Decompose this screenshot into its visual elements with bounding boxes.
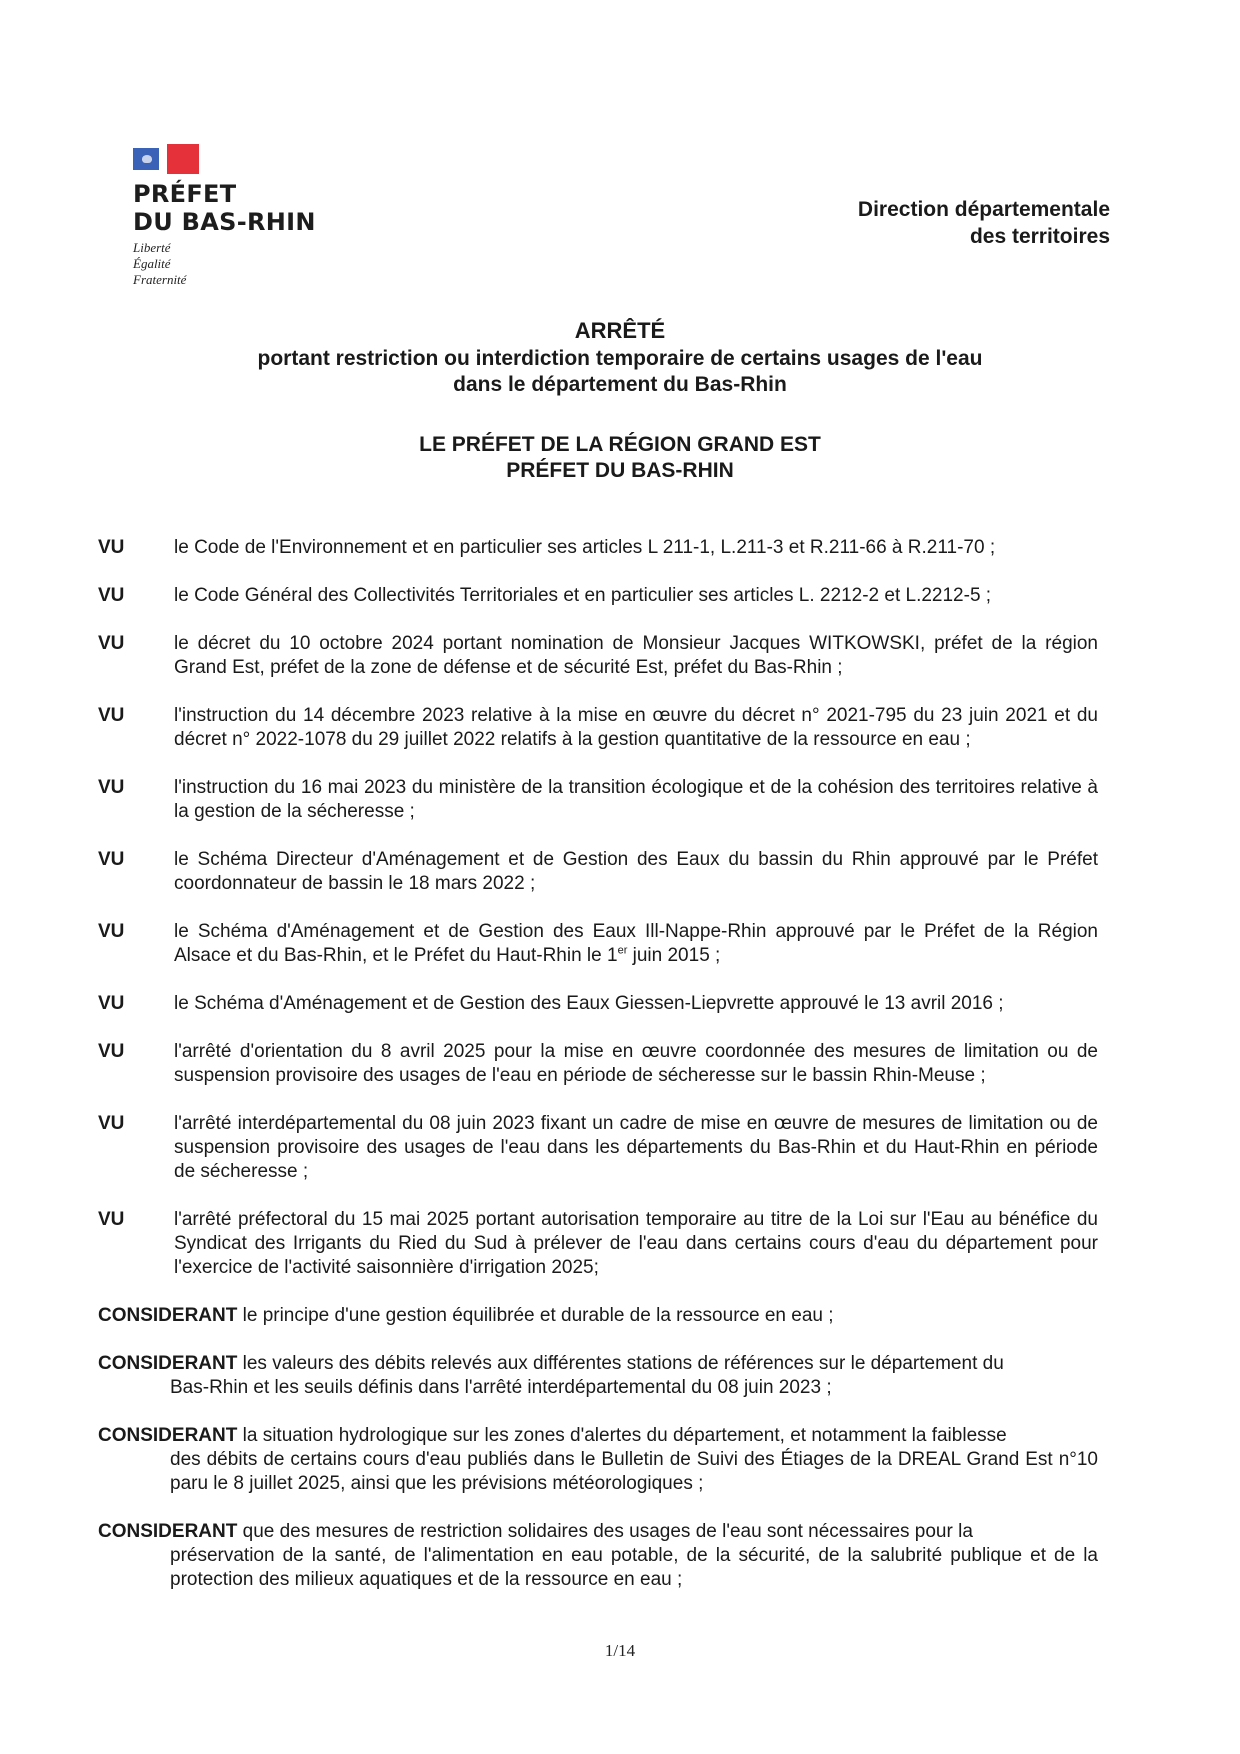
vu-item: VU l'instruction du 16 mai 2023 du ministère de la transition écologique et de la cohésion des territoires relative à la gestion de la sécheresse ; [98,777,1098,822]
document-subtitle: portant restriction ou interdiction temporaire de certains usages de l'eau dans le département du Bas-Rhin [257,347,983,396]
considerant-item: CONSIDERANT la situation hydrologique sur les zones d'alertes du département, et notamment la faiblesse des débits de certains cours d'eau publiés dans le Bulletin de Suivi des Étiages de la DREAL Grand Est n°10 paru le 8 juillet 2025, ainsi que les prévisions météorologiques ; [98,1425,1098,1494]
vu-item: VU l'arrêté interdépartemental du 08 juin 2023 fixant un cadre de mise en œuvre de mesures de limitation ou de suspension provisoire des usages de l'eau dans les départements du Bas-Rhin et du Haut-Rhin en période de sécheresse ; [98,1113,1098,1182]
vu-item: VU l'arrêté préfectoral du 15 mai 2025 portant autorisation temporaire au titre de la Loi sur l'Eau au bénéfice du Syndicat des Irrigants du Ried du Sud à prélever de l'eau dans certains cours d'eau du département pour l'exercice de l'activité saisonnière d'irrigation 2025; [98,1209,1098,1278]
document-title: ARRÊTÉ [574,318,666,343]
vu-item: VU le Schéma d'Aménagement et de Gestion des Eaux Giessen-Liepvrette approuvé le 13 avril 2016 ; [98,993,1004,1014]
vu-item: VU le Code de l'Environnement et en particulier ses articles L 211-1, L.211-3 et R.211-66 à R.211-70 ; [98,537,996,558]
vu-item: VU l'arrêté d'orientation du 8 avril 2025 pour la mise en œuvre coordonnée des mesures de limitation ou de suspension provisoire des usages de l'eau en période de sécheresse sur le bassin Rhin-Meuse ; [98,1041,1098,1086]
page-number: 1/14 [604,1641,636,1660]
considerant-item: CONSIDERANT le principe d'une gestion équilibrée et durable de la ressource en eau ; [98,1305,834,1326]
vu-item: VU le Schéma d'Aménagement et de Gestion des Eaux Ill-Nappe-Rhin approuvé par le Préfet de la Région Alsace et du Bas-Rhin, et le Préfet du Haut-Rhin le 1er juin 2015 ; [98,921,1098,966]
vu-item: VU l'instruction du 14 décembre 2023 relative à la mise en œuvre du décret n° 2021-795 du 23 juin 2021 et du décret n° 2022-1078 du 29 juillet 2022 relatifs à la gestion quantitative de la ressource en eau ; [98,705,1098,750]
considerant-item: CONSIDERANT que des mesures de restriction solidaires des usages de l'eau sont nécessaires pour la préservation de la santé, de l'alimentation en eau potable, de la sécurité, de la salubrité publique et de la protection des milieux aquatiques et de la ressource en eau ; [98,1521,1098,1590]
prefet-name: PRÉFET DU BAS-RHIN [133,180,316,236]
issuing-department: Direction départementale des territoires [857,198,1110,248]
republic-motto: Liberté Égalité Fraternité [133,240,187,287]
marianne-logo [133,144,316,288]
authority-heading: LE PRÉFET DE LA RÉGION GRAND EST PRÉFET DU BAS-RHIN [419,433,821,482]
decree-body [98,536,1098,1616]
vu-item: VU le décret du 10 octobre 2024 portant nomination de Monsieur Jacques WITKOWSKI, préfet de la région Grand Est, préfet de la zone de défense et de sécurité Est, préfet du Bas-Rhin ; [98,633,1098,678]
vu-item: VU le Schéma Directeur d'Aménagement et de Gestion des Eaux du bassin du Rhin approuvé par le Préfet coordonnateur de bassin le 18 mars 2022 ; [98,849,1098,894]
marianne-flag-icon [133,144,203,174]
considerant-item: CONSIDERANT les valeurs des débits relevés aux différentes stations de références sur le département du Bas-Rhin et les seuils définis dans l'arrêté interdépartemental du 08 juin 2023 ; [98,1353,1004,1398]
vu-item: VU le Code Général des Collectivités Territoriales et en particulier ses articles L. 2212-2 et L.2212-5 ; [98,585,992,606]
